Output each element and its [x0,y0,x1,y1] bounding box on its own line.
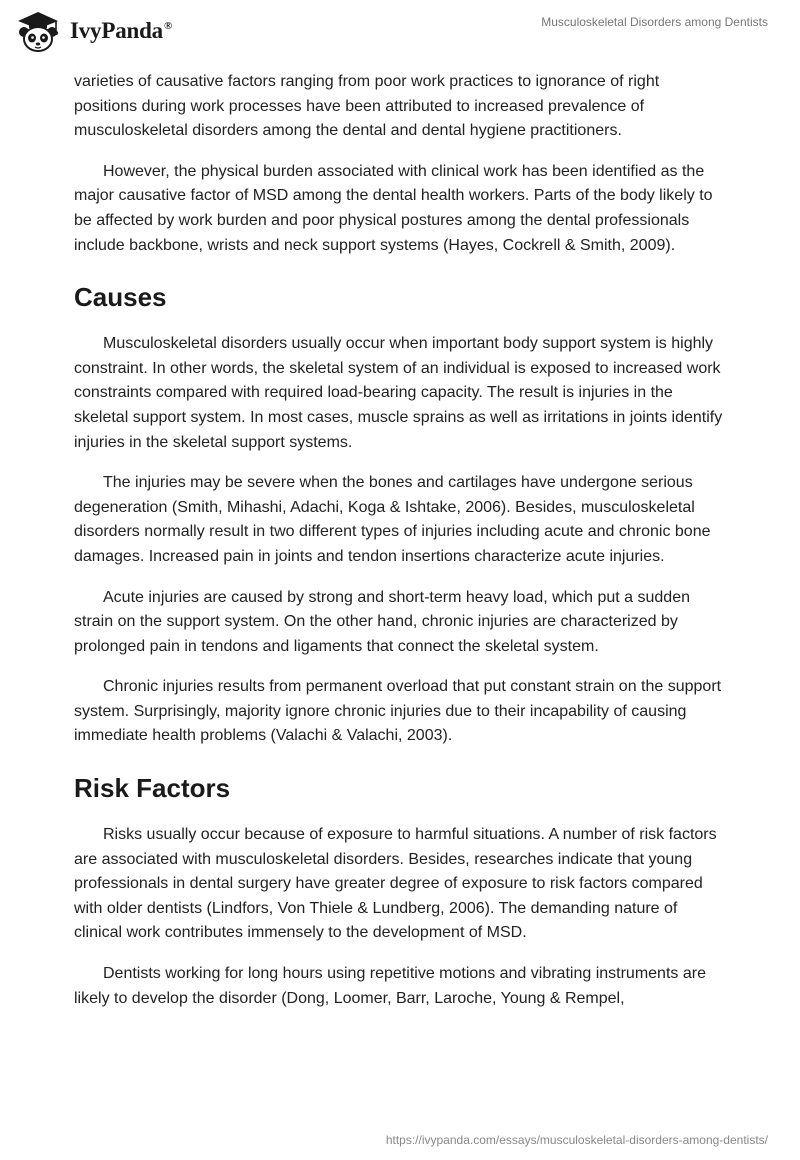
paragraph: Chronic injuries results from permanent overload that put constant strain on the support system. Surprisingly, majority ignore chronic injuries due to their incapability of causing immediate health problems (Valachi & Valachi, 2003). [74,678,722,745]
essay-content [74,70,726,1027]
paragraph: Musculoskeletal disorders usually occur when important body support system is highly constraint. In other words, the skeletal system of an individual is exposed to increased work constraints compared with required load-bearing capacity. The result is injuries in the skeletal support system. In most cases, muscle sprains as well as irritations in joints identify injuries in the skeletal support systems. [74,335,723,451]
document-title: Musculoskeletal Disorders among Dentists [541,15,768,29]
panda-graduate-icon [14,8,64,54]
paragraph: varieties of causative factors ranging from poor work practices to ignorance of right positions during work processes have been attributed to increased prevalence of musculoskeletal disorders among the dental and dental hygiene practitioners. [74,73,660,140]
registered-mark: ® [163,20,173,33]
brand-name [70,18,172,44]
source-url[interactable]: https://ivypanda.com/essays/musculoskeletal-disorders-among-dentists/ [385,1133,768,1147]
ivypanda-logo[interactable] [14,8,172,54]
paragraph: The injuries may be severe when the bones and cartilages have undergone serious degeneration (Smith, Mihashi, Adachi, Koga & Ishtake, 2006). Besides, musculoskeletal disorders normally result in two different types of injuries including acute and chronic bone damages. Increased pain in joints and tendon insertions characterize acute injuries. [74,474,711,565]
paragraph: Dentists working for long hours using repetitive motions and vibrating instruments are likely to develop the disorder (Dong, Loomer, Barr, Laroche, Young & Rempel, [74,965,706,1007]
section-heading-causes: Causes [74,282,167,313]
section-heading-risk-factors: Risk Factors [74,773,231,804]
paragraph: Acute injuries are caused by strong and short-term heavy load, which put a sudden strain on the support system. On the other hand, chronic injuries are characterized by prolonged pain in tendons and ligaments that connect the skeletal system. [74,588,690,655]
paragraph: However, the physical burden associated with clinical work has been identified as the major causative factor of MSD among the dental health workers. Parts of the body likely to be affected by work burden and poor physical postures among the dental professionals include backbone, wrists and neck support systems (Hayes, Cockrell & Smith, 2009). [74,162,713,254]
paragraph: Risks usually occur because of exposure to harmful situations. A number of risk factors are associated with musculoskeletal disorders. Besides, researches indicate that young professionals in dental surgery have greater degree of exposure to risk factors compared with older dentists (Lindfors, Von Thiele & Lundberg, 2006). The demanding nature of clinical work contributes immensely to the development of MSD. [74,826,717,942]
page-header [0,0,800,64]
brand-text: IvyPanda [70,18,163,43]
